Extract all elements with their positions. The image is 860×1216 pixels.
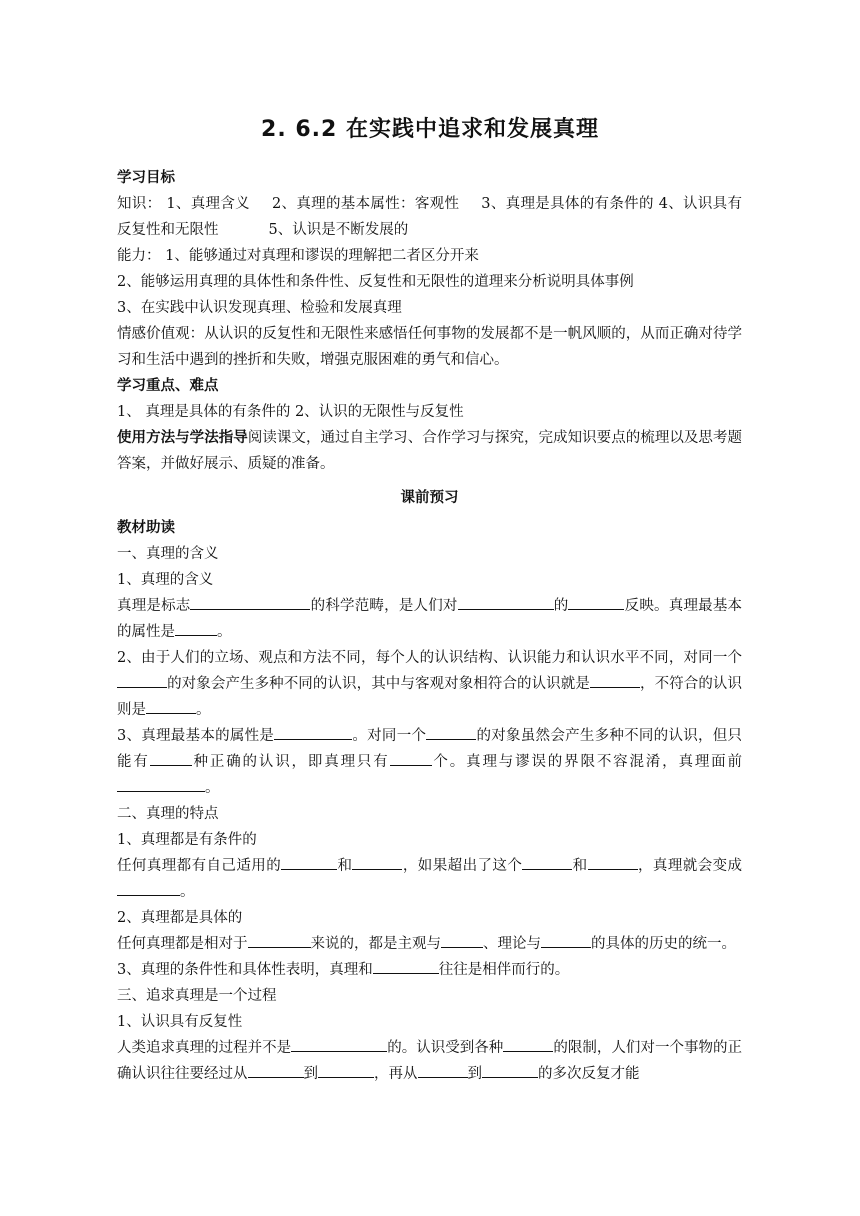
text-segment: ，再从 <box>374 1066 418 1082</box>
fill-blank[interactable] <box>117 671 167 688</box>
fill-blank[interactable] <box>390 749 432 766</box>
fill-blank[interactable] <box>541 931 591 948</box>
knowledge-2: 2、真理的基本属性：客观性 <box>271 196 460 212</box>
text-segment: 3、真理的条件性和具体性表明，真理和 <box>117 962 373 978</box>
textbook-aid-heading: 教材助读 <box>117 520 175 536</box>
text-segment: 任何真理都有自己适用的 <box>117 858 282 874</box>
fill-blank[interactable] <box>248 1061 304 1078</box>
page-title: 2. 6.2 在实践中追求和发展真理 <box>261 117 599 142</box>
section-3-1-title: 1、认识具有反复性 <box>117 1014 243 1030</box>
objectives-heading: 学习目标 <box>117 170 175 186</box>
text-segment: ，真理就会变成 <box>637 858 743 874</box>
fill-blank[interactable] <box>318 1061 374 1078</box>
text-segment: 到 <box>467 1066 482 1082</box>
text-segment: 往往是相伴而行的。 <box>438 962 570 978</box>
knowledge-1: 知识： 1、真理含义 <box>117 196 250 212</box>
section-1-1-title: 1、真理的含义 <box>117 572 214 588</box>
fill-blank[interactable] <box>568 593 624 610</box>
text-segment: 。 <box>196 702 211 718</box>
fill-blank[interactable] <box>248 931 311 948</box>
text-segment: 来说的，都是主观与 <box>310 936 441 952</box>
ability-2: 2、能够运用真理的具体性和条件性、反复性和无限性的道理来分析说明具体事例 <box>117 274 634 290</box>
key-points-text: 1、 真理是具体的有条件的 2、认识的无限性与反复性 <box>117 404 464 420</box>
section-3-title: 三、追求真理是一个过程 <box>117 988 277 1004</box>
fill-blank[interactable] <box>175 619 217 636</box>
fill-blank[interactable] <box>117 775 205 792</box>
fill-blank[interactable] <box>522 853 572 870</box>
fill-blank[interactable] <box>441 931 483 948</box>
emotion-goal: 情感价值观：从认识的反复性和无限性来感悟任何事物的发展都不是一帆风顺的，从而正确对待学习和生活中遇到的挫折和失败，增强克服困难的勇气和信心。 <box>117 326 742 368</box>
fill-blank[interactable] <box>146 697 196 714</box>
text-segment: 和 <box>337 858 353 874</box>
text-segment: 的 <box>553 598 569 614</box>
fill-blank[interactable] <box>274 723 352 740</box>
fill-blank[interactable] <box>373 957 439 974</box>
fill-blank[interactable] <box>590 671 640 688</box>
fill-blank[interactable] <box>117 879 180 896</box>
fill-blank[interactable] <box>150 749 192 766</box>
knowledge-5: 5、认识是不断发展的 <box>268 222 409 238</box>
key-points-heading: 学习重点、难点 <box>117 378 219 394</box>
ability-1: 能力： 1、能够通过对真理和谬误的理解把二者区分开来 <box>117 248 479 264</box>
text-segment: 。 <box>205 780 220 796</box>
fill-blank[interactable] <box>281 853 337 870</box>
section-1-title: 一、真理的含义 <box>117 546 219 562</box>
text-segment: 。 <box>180 884 195 900</box>
text-segment: 个。真理与谬误的界限不容混淆，真理面前 <box>431 754 743 770</box>
fill-blank[interactable] <box>588 853 638 870</box>
fill-blank[interactable] <box>503 1035 553 1052</box>
text-segment: 和 <box>572 858 588 874</box>
text-segment: 的。认识受到各种 <box>387 1040 504 1056</box>
text-segment: 任何真理都是相对于 <box>117 936 248 952</box>
knowledge-3: 3、真理是具体的有条件的 4、认识具有反复性和无限性 <box>117 196 743 238</box>
text-segment: 的科学范畴，是人们对 <box>310 598 458 614</box>
section-1-3-body <box>117 723 742 801</box>
text-segment: 的对象会产生多种不同的认识，其中与客观对象相符合的认识就是 <box>167 676 590 692</box>
method-paragraph <box>117 425 742 477</box>
section-3-1-body <box>117 1035 742 1087</box>
text-segment: 的对象虽然会产生多种不同的认识，但只能有 <box>117 728 742 770</box>
section-2-title: 二、真理的特点 <box>117 806 219 822</box>
fill-blank[interactable] <box>426 723 476 740</box>
text-segment: 。对同一个 <box>352 728 427 744</box>
preview-heading: 课前预习 <box>400 490 459 506</box>
text-segment: 、理论与 <box>483 936 541 952</box>
text-segment: ，如果超出了这个 <box>402 858 523 874</box>
section-2-2-title: 2、真理都是具体的 <box>117 910 243 926</box>
text-segment: 3、真理最基本的属性是 <box>117 728 275 744</box>
section-2-2-body <box>117 931 742 957</box>
fill-blank[interactable] <box>291 1035 387 1052</box>
text-segment: 种正确的认识，即真理只有 <box>191 754 390 770</box>
text-segment: 到 <box>303 1066 318 1082</box>
method-text: 阅读课文，通过自主学习、合作学习与探究，完成知识要点的梳理以及思考题答案，并做好展示、质疑的准备。 <box>117 430 743 472</box>
text-segment: 的限制，人们对一个事物的正确认识往往要经过从 <box>117 1040 743 1082</box>
section-2-3-body <box>117 957 742 983</box>
fill-blank[interactable] <box>352 853 402 870</box>
fill-blank[interactable] <box>482 1061 538 1078</box>
text-segment: 2、由于人们的立场、观点和方法不同，每个人的认识结构、认识能力和认识水平不同，对同一个 <box>117 650 742 666</box>
section-2-1-body <box>117 853 742 905</box>
knowledge-line <box>117 191 742 243</box>
fill-blank[interactable] <box>418 1061 468 1078</box>
ability-3: 3、在实践中认识发现真理、检验和发展真理 <box>117 300 402 316</box>
fill-blank[interactable] <box>190 593 310 610</box>
text-segment: ，不符合的认识则是 <box>117 676 743 718</box>
text-segment: 真理是标志 <box>117 598 191 614</box>
section-2-1-title: 1、真理都是有条件的 <box>117 832 257 848</box>
section-1-2-body <box>117 645 742 723</box>
document-body <box>117 165 742 1087</box>
text-segment: 的具体的历史的统一。 <box>591 936 736 952</box>
text-segment: 的多次反复才能 <box>538 1066 640 1082</box>
method-label: 使用方法与学法指导 <box>117 430 248 446</box>
text-segment: 。 <box>217 624 232 640</box>
section-1-1-body <box>117 593 742 645</box>
text-segment: 反映。真理最基本的属性是 <box>117 598 743 640</box>
text-segment: 人类追求真理的过程并不是 <box>117 1040 292 1056</box>
fill-blank[interactable] <box>458 593 554 610</box>
